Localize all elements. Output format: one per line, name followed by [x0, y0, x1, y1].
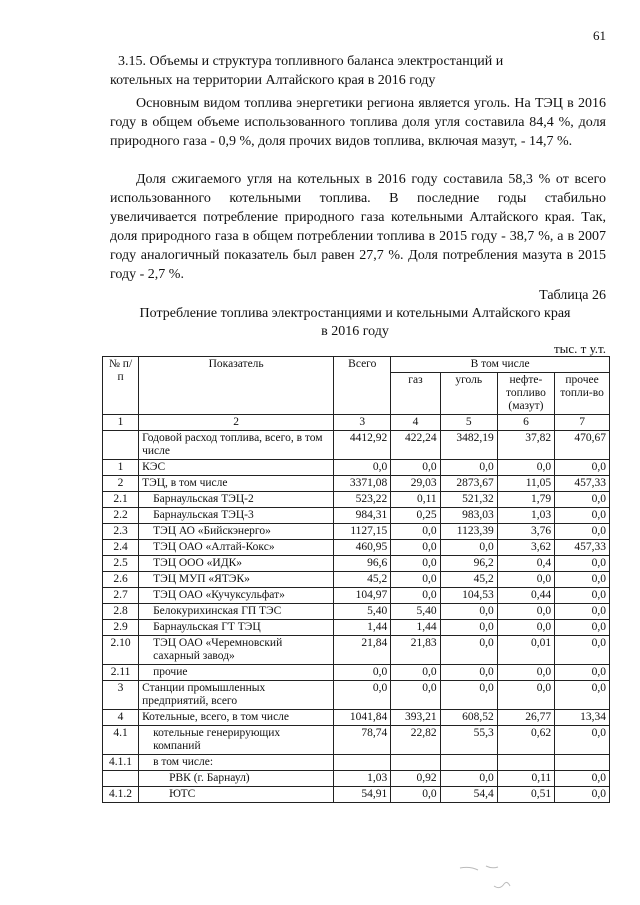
table-row [103, 556, 610, 572]
cell-gas: 0,0 [391, 588, 440, 604]
cell-oil: 0,0 [497, 665, 554, 681]
column-number: 5 [440, 415, 497, 431]
row-number [103, 431, 139, 460]
cell-coal: 0,0 [440, 460, 497, 476]
column-number: 3 [334, 415, 391, 431]
table-units: тыс. т у.т. [553, 341, 606, 356]
cell-other [555, 755, 610, 771]
cell-coal: 96,2 [440, 556, 497, 572]
row-number: 2.2 [103, 508, 139, 524]
cell-total: 3371,08 [334, 476, 391, 492]
row-indicator: КЭС [139, 460, 334, 476]
cell-gas: 29,03 [391, 476, 440, 492]
faint-mark-icon [456, 862, 526, 898]
table-row [103, 636, 610, 665]
cell-other: 457,33 [555, 476, 610, 492]
cell-coal: 0,0 [440, 636, 497, 665]
cell-oil [497, 755, 554, 771]
row-number: 3 [103, 681, 139, 710]
table-row [103, 787, 610, 803]
cell-coal: 2873,67 [440, 476, 497, 492]
cell-coal: 3482,19 [440, 431, 497, 460]
cell-oil: 0,62 [497, 726, 554, 755]
row-number: 2 [103, 476, 139, 492]
table-row [103, 588, 610, 604]
cell-gas: 0,0 [391, 540, 440, 556]
cell-oil: 0,51 [497, 787, 554, 803]
row-number: 2.5 [103, 556, 139, 572]
cell-oil: 3,62 [497, 540, 554, 556]
cell-oil: 3,76 [497, 524, 554, 540]
header-indicator: Показатель [139, 357, 334, 415]
cell-oil: 0,01 [497, 636, 554, 665]
paragraph-coal-share-tec: Основным видом топлива энергетики региона является уголь. На ТЭЦ в 2016 году в общем объеме использованного топлива доля угля составила 84,4 %, доля природного газа - 0,9 %, доля прочих видов топлива, включая мазут, - 14,7 %. [110, 96, 606, 149]
section-heading-line1: 3.15. Объемы и структура топливного баланса электростанций и [118, 54, 504, 69]
cell-coal [440, 755, 497, 771]
table-title-line1: Потребление топлива электростанциями и котельными Алтайского края [139, 306, 571, 321]
row-number: 2.8 [103, 604, 139, 620]
row-indicator: ТЭЦ, в том числе [139, 476, 334, 492]
cell-coal: 0,0 [440, 620, 497, 636]
cell-other: 0,0 [555, 524, 610, 540]
cell-total: 104,97 [334, 588, 391, 604]
row-indicator: прочие [139, 665, 334, 681]
cell-gas: 0,0 [391, 681, 440, 710]
cell-oil: 0,0 [497, 460, 554, 476]
row-indicator: ЮТС [139, 787, 334, 803]
cell-gas: 0,11 [391, 492, 440, 508]
cell-total: 5,40 [334, 604, 391, 620]
row-indicator: Барнаульская ГТ ТЭЦ [139, 620, 334, 636]
cell-other: 0,0 [555, 665, 610, 681]
cell-other: 0,0 [555, 787, 610, 803]
cell-other: 0,0 [555, 572, 610, 588]
header-gas: газ [391, 373, 440, 415]
table-row [103, 476, 610, 492]
cell-total: 1,03 [334, 771, 391, 787]
table-row [103, 726, 610, 755]
row-number: 4.1 [103, 726, 139, 755]
cell-total: 1,44 [334, 620, 391, 636]
column-number-row [103, 415, 610, 431]
header-group: В том числе [391, 357, 610, 373]
row-indicator: Станции промышленных предприятий, всего [139, 681, 334, 710]
cell-gas: 0,0 [391, 460, 440, 476]
cell-total: 984,31 [334, 508, 391, 524]
table-row [103, 604, 610, 620]
cell-coal: 0,0 [440, 681, 497, 710]
cell-coal: 1123,39 [440, 524, 497, 540]
table-body [103, 431, 610, 803]
cell-other: 0,0 [555, 604, 610, 620]
cell-other: 0,0 [555, 620, 610, 636]
cell-gas: 0,92 [391, 771, 440, 787]
column-number: 6 [497, 415, 554, 431]
cell-total: 1041,84 [334, 710, 391, 726]
row-indicator: ТЭЦ МУП «ЯТЭК» [139, 572, 334, 588]
row-indicator: Барнаульская ТЭЦ-2 [139, 492, 334, 508]
cell-total: 0,0 [334, 460, 391, 476]
table-row [103, 771, 610, 787]
row-indicator: ТЭЦ АО «Бийскэнерго» [139, 524, 334, 540]
cell-total: 96,6 [334, 556, 391, 572]
row-number: 2.7 [103, 588, 139, 604]
table-label: Таблица 26 [539, 288, 606, 303]
header-coal: уголь [440, 373, 497, 415]
cell-oil: 0,0 [497, 572, 554, 588]
row-number: 2.9 [103, 620, 139, 636]
row-number: 1 [103, 460, 139, 476]
header-other: прочее топли-во [555, 373, 610, 415]
cell-other: 0,0 [555, 681, 610, 710]
column-number: 2 [139, 415, 334, 431]
cell-total: 21,84 [334, 636, 391, 665]
cell-total: 4412,92 [334, 431, 391, 460]
cell-gas: 0,0 [391, 572, 440, 588]
table-row [103, 665, 610, 681]
table-row [103, 572, 610, 588]
cell-other: 13,34 [555, 710, 610, 726]
cell-gas: 21,83 [391, 636, 440, 665]
table-row [103, 620, 610, 636]
cell-total: 1127,15 [334, 524, 391, 540]
cell-oil: 1,79 [497, 492, 554, 508]
cell-total: 0,0 [334, 681, 391, 710]
cell-other: 457,33 [555, 540, 610, 556]
page-number: 61 [593, 28, 606, 43]
cell-coal: 0,0 [440, 771, 497, 787]
table-row [103, 710, 610, 726]
cell-gas: 0,0 [391, 556, 440, 572]
cell-oil: 26,77 [497, 710, 554, 726]
row-indicator: ТЭЦ ОАО «Черемновский сахарный завод» [139, 636, 334, 665]
cell-gas: 0,0 [391, 787, 440, 803]
column-number: 4 [391, 415, 440, 431]
cell-oil: 0,0 [497, 604, 554, 620]
row-number: 4 [103, 710, 139, 726]
cell-gas [391, 755, 440, 771]
row-indicator: в том числе: [139, 755, 334, 771]
cell-gas: 1,44 [391, 620, 440, 636]
row-number: 2.10 [103, 636, 139, 665]
cell-coal: 54,4 [440, 787, 497, 803]
cell-other: 0,0 [555, 556, 610, 572]
table-title-line2: в 2016 году [321, 324, 389, 339]
cell-other: 470,67 [555, 431, 610, 460]
cell-gas: 393,21 [391, 710, 440, 726]
cell-gas: 0,25 [391, 508, 440, 524]
row-number: 4.1.2 [103, 787, 139, 803]
cell-coal: 0,0 [440, 604, 497, 620]
row-indicator: ТЭЦ ОАО «Алтай-Кокс» [139, 540, 334, 556]
cell-oil: 0,0 [497, 681, 554, 710]
table-row [103, 755, 610, 771]
cell-total: 523,22 [334, 492, 391, 508]
cell-oil: 0,44 [497, 588, 554, 604]
cell-total: 0,0 [334, 665, 391, 681]
row-number: 2.4 [103, 540, 139, 556]
row-number: 2.11 [103, 665, 139, 681]
cell-gas: 0,0 [391, 524, 440, 540]
cell-other: 0,0 [555, 636, 610, 665]
cell-total: 45,2 [334, 572, 391, 588]
cell-oil: 0,0 [497, 620, 554, 636]
cell-coal: 521,32 [440, 492, 497, 508]
cell-total [334, 755, 391, 771]
cell-coal: 608,52 [440, 710, 497, 726]
cell-total: 460,95 [334, 540, 391, 556]
cell-gas: 0,0 [391, 665, 440, 681]
row-indicator: ТЭЦ ООО «ИДК» [139, 556, 334, 572]
paragraph-coal-share-boilers: Доля сжигаемого угля на котельных в 2016 году составила 58,3 % от всего использованного котельными топлива. В последние годы стабильно увеличивается потребление природного газа котельными Алтайского края. Так, доля природного газа в общем потреблении топлива в 2015 году - 38,7 %, а в 2007 году аналогичный показатель был равен 27,7 %. Доля потребления мазута в 2015 году - 2,7 %. [110, 172, 606, 282]
cell-other: 0,0 [555, 771, 610, 787]
cell-total: 54,91 [334, 787, 391, 803]
header-oil: нефте-топливо (мазут) [497, 373, 554, 415]
table-row [103, 492, 610, 508]
cell-gas: 5,40 [391, 604, 440, 620]
cell-oil: 1,03 [497, 508, 554, 524]
cell-other: 0,0 [555, 726, 610, 755]
cell-coal: 45,2 [440, 572, 497, 588]
cell-coal: 104,53 [440, 588, 497, 604]
row-number: 2.1 [103, 492, 139, 508]
row-number: 2.6 [103, 572, 139, 588]
row-indicator: ТЭЦ ОАО «Кучуксульфат» [139, 588, 334, 604]
table-row [103, 540, 610, 556]
table-row [103, 431, 610, 460]
section-heading [110, 52, 606, 90]
header-num: № п/п [103, 357, 139, 415]
row-indicator: котельные генерирующих компаний [139, 726, 334, 755]
cell-coal: 0,0 [440, 665, 497, 681]
row-indicator: РВК (г. Барнаул) [139, 771, 334, 787]
fuel-consumption-table [102, 356, 610, 803]
row-number: 4.1.1 [103, 755, 139, 771]
cell-oil: 0,4 [497, 556, 554, 572]
row-indicator: Барнаульская ТЭЦ-3 [139, 508, 334, 524]
table-row [103, 460, 610, 476]
row-indicator: Годовой расход топлива, всего, в том числе [139, 431, 334, 460]
table-row [103, 524, 610, 540]
row-number: 2.3 [103, 524, 139, 540]
cell-oil: 0,11 [497, 771, 554, 787]
cell-other: 0,0 [555, 508, 610, 524]
cell-other: 0,0 [555, 492, 610, 508]
column-number: 7 [555, 415, 610, 431]
header-total: Всего [334, 357, 391, 415]
table-title [100, 305, 610, 341]
cell-coal: 55,3 [440, 726, 497, 755]
cell-gas: 422,24 [391, 431, 440, 460]
table-row [103, 508, 610, 524]
cell-coal: 983,03 [440, 508, 497, 524]
column-number: 1 [103, 415, 139, 431]
row-number [103, 771, 139, 787]
row-indicator: Котельные, всего, в том числе [139, 710, 334, 726]
cell-other: 0,0 [555, 588, 610, 604]
row-indicator: Белокурихинская ГП ТЭС [139, 604, 334, 620]
cell-other: 0,0 [555, 460, 610, 476]
section-heading-line2: котельных на территории Алтайского края в 2016 году [110, 73, 436, 88]
cell-gas: 22,82 [391, 726, 440, 755]
cell-coal: 0,0 [440, 540, 497, 556]
cell-oil: 11,05 [497, 476, 554, 492]
cell-oil: 37,82 [497, 431, 554, 460]
cell-total: 78,74 [334, 726, 391, 755]
table-row [103, 681, 610, 710]
